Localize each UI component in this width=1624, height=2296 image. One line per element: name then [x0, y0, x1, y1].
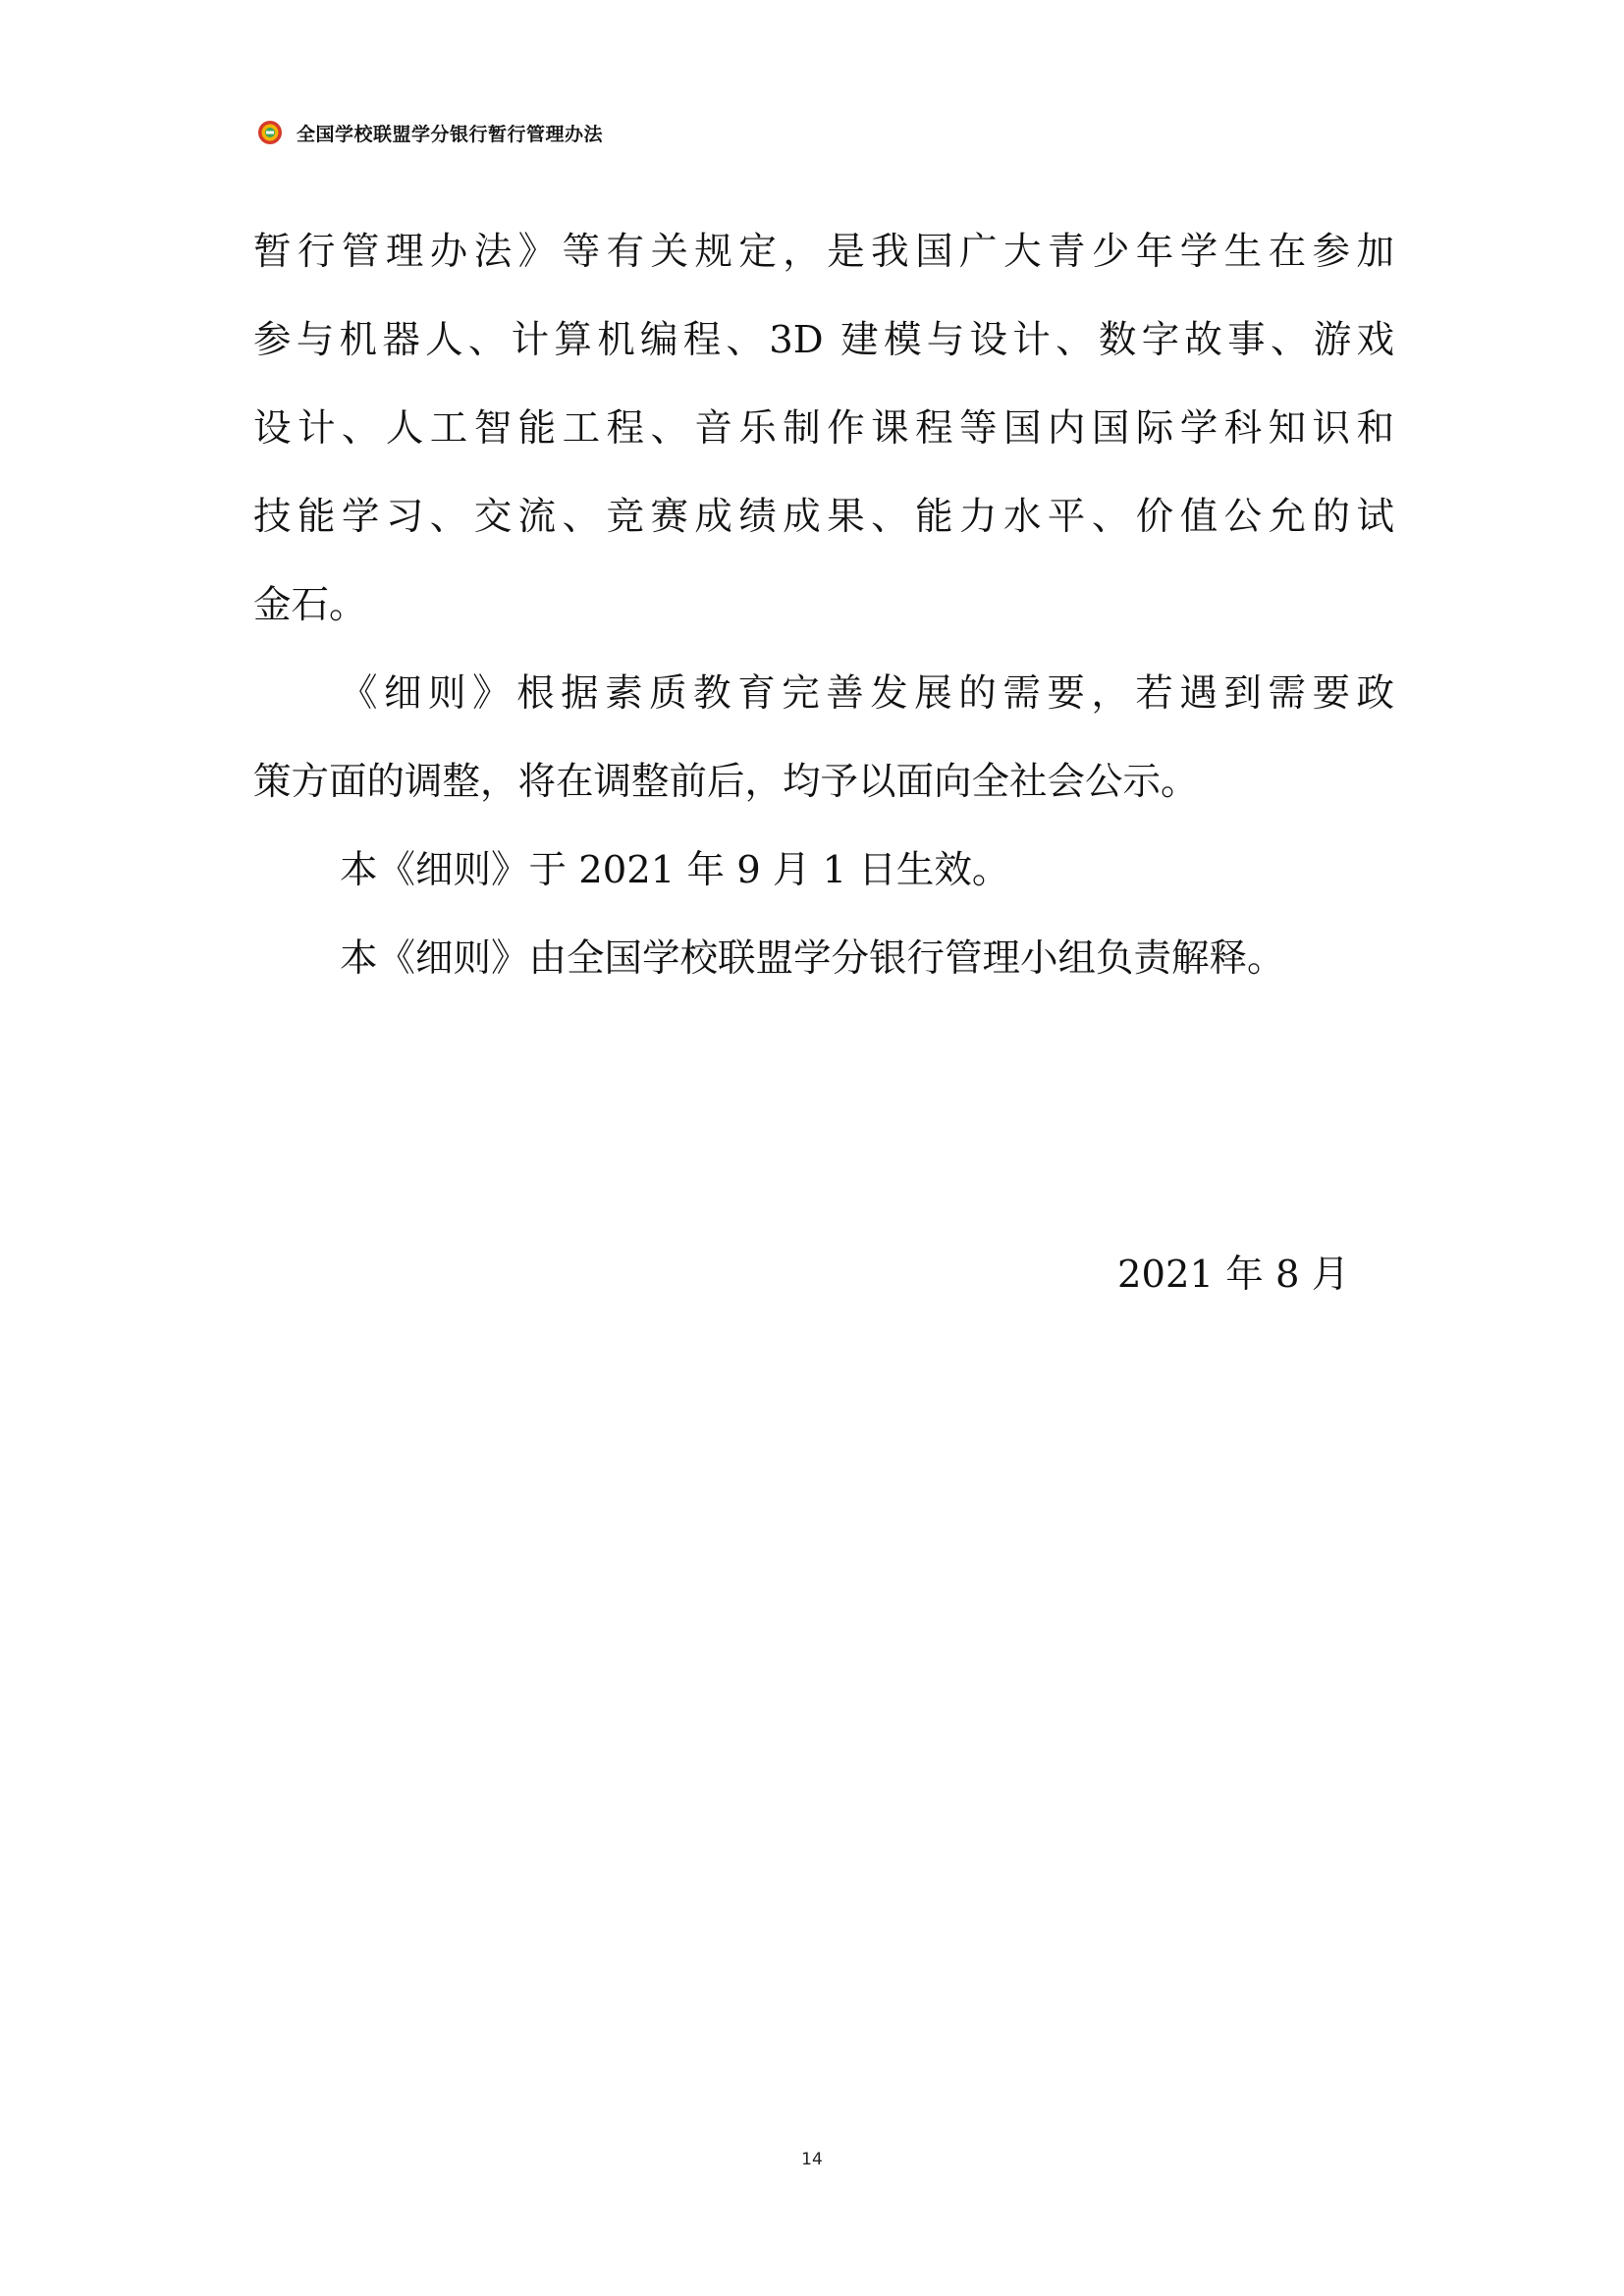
paragraph-1-line-1: 暂行管理办法》等有关规定，是我国广大青少年学生在参加 [253, 230, 1394, 274]
paragraph-effective-date: 本《细则》于 2021 年 9 月 1 日生效。 [340, 848, 1010, 892]
paragraph-2-line-1: 《细则》根据素质教育完善发展的需要，若遇到需要政 [340, 671, 1394, 716]
header-title: 全国学校联盟学分银行暂行管理办法 [297, 123, 604, 145]
paragraph-2-line-2: 策方面的调整，将在调整前后，均予以面向全社会公示。 [253, 760, 1199, 804]
page-header [257, 116, 603, 149]
paragraph-1-line-5: 金石。 [253, 583, 367, 627]
paragraph-interpretation: 本《细则》由全国学校联盟学分银行管理小组负责解释。 [340, 936, 1285, 981]
page-number: 14 [801, 2150, 823, 2169]
paragraph-1-line-2: 参与机器人、计算机编程、3D 建模与设计、数字故事、游戏 [253, 318, 1394, 362]
school-alliance-logo-icon [257, 120, 283, 145]
paragraph-1-line-4: 技能学习、交流、竞赛成绩成果、能力水平、价值公允的试 [253, 495, 1394, 539]
paragraph-1-line-3: 设计、人工智能工程、音乐制作课程等国内国际学科知识和 [253, 406, 1394, 451]
document-body [253, 208, 1394, 1003]
signature-date: 2021 年 8 月 [1117, 1253, 1350, 1297]
